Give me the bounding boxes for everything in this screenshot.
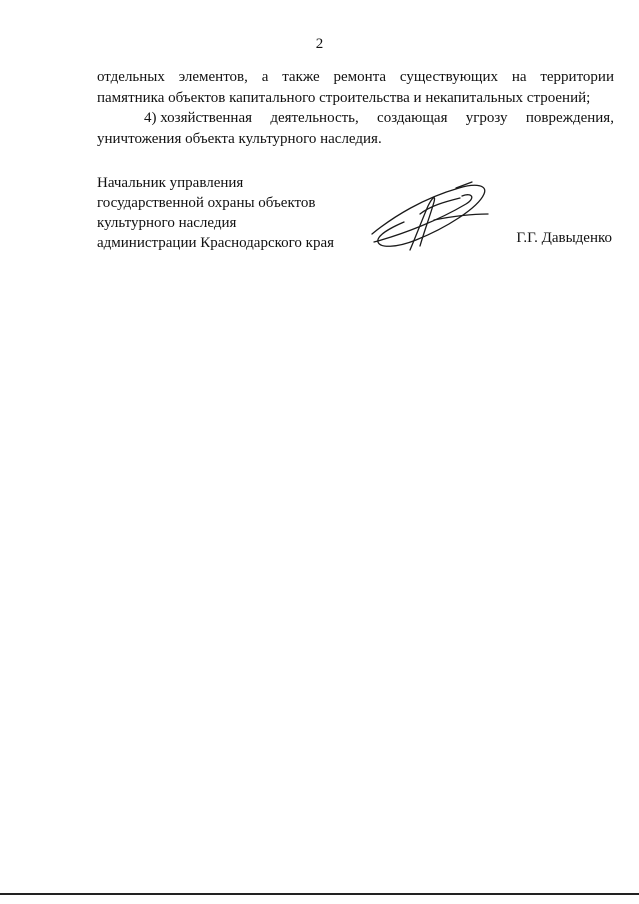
word: угрозу <box>465 110 508 126</box>
signatory-name: Г.Г. Давыденко <box>516 230 612 246</box>
word: существующих <box>399 69 499 85</box>
position-line: государственной охраны объектов <box>97 195 316 211</box>
handwritten-signature <box>364 176 494 254</box>
signatory-position <box>97 173 334 253</box>
body-line-2: памятника объектов капитального строительства и некапитальных строений; <box>97 89 591 106</box>
word: также <box>282 69 320 85</box>
word: элементов, <box>178 69 248 85</box>
position-line: Начальник управления <box>97 175 244 191</box>
body-line-1 <box>97 67 614 88</box>
word: ремонта <box>333 69 387 85</box>
word: отдельных <box>97 69 165 85</box>
word: территории <box>540 69 614 85</box>
position-line: администрации Краснодарского края <box>97 235 335 251</box>
body-line-4: уничтожения объекта культурного наследия. <box>97 130 382 147</box>
word: 4) хозяйственная <box>144 110 253 126</box>
word: а <box>261 69 269 85</box>
word: деятельность, <box>270 110 359 126</box>
page-number: 2 <box>315 36 324 52</box>
page-bottom-rule <box>0 893 639 895</box>
position-line: культурного наследия <box>97 215 237 231</box>
word: на <box>511 69 527 85</box>
word: повреждения, <box>525 110 614 126</box>
document-body <box>97 67 614 149</box>
list-item-4 <box>97 108 614 129</box>
word: создающая <box>377 110 448 126</box>
